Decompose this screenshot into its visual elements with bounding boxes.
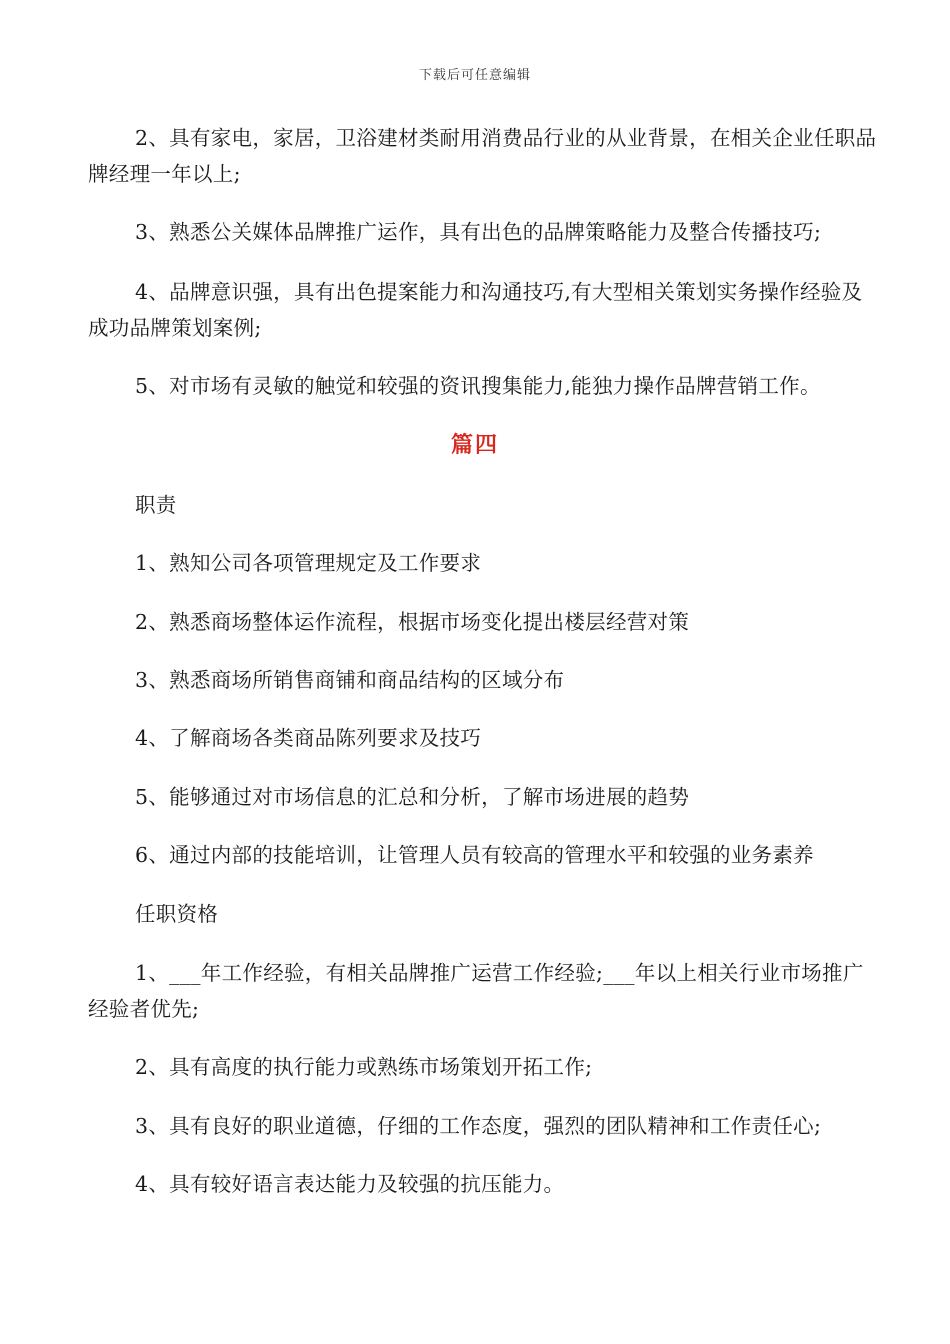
page-header: 下载后可任意编辑 — [418, 68, 531, 83]
qualifications-heading: 任职资格 — [135, 902, 219, 926]
qualification-item-1: 1、___年工作经验，有相关品牌推广运营工作经验;___年以上相关行业市场推广经验者优先; — [88, 961, 864, 1021]
duties-heading: 职责 — [135, 493, 177, 517]
section-title: 篇四 — [450, 432, 499, 458]
paragraph-top-item-2: 2、具有家电，家居，卫浴建材类耐用消费品行业的从业背景，在相关企业任职品牌经理一年以上; — [88, 126, 877, 186]
paragraph-top-item-3: 3、熟悉公关媒体品牌推广运作，具有出色的品牌策略能力及整合传播技巧; — [135, 220, 822, 244]
duty-item-5: 5、能够通过对市场信息的汇总和分析，了解市场进展的趋势 — [135, 785, 690, 809]
duty-item-6: 6、通过内部的技能培训，让管理人员有较高的管理水平和较强的业务素养 — [135, 843, 814, 867]
qualification-item-4: 4、具有较好语言表达能力及较强的抗压能力。 — [135, 1172, 565, 1196]
paragraph-top-item-4: 4、品牌意识强，具有出色提案能力和沟通技巧,有大型相关策划实务操作经验及成功品牌策划案例; — [88, 280, 863, 340]
duty-item-3: 3、熟悉商场所销售商铺和商品结构的区域分布 — [135, 668, 565, 692]
paragraph-top-item-5: 5、对市场有灵敏的触觉和较强的资讯搜集能力,能独力操作品牌营销工作。 — [135, 374, 821, 398]
duty-item-2: 2、熟悉商场整体运作流程，根据市场变化提出楼层经营对策 — [135, 610, 690, 634]
duty-item-1: 1、熟知公司各项管理规定及工作要求 — [135, 551, 482, 575]
qualification-item-2: 2、具有高度的执行能力或熟练市场策划开拓工作; — [135, 1055, 593, 1079]
qualification-item-3: 3、具有良好的职业道德，仔细的工作态度，强烈的团队精神和工作责任心; — [135, 1114, 822, 1138]
duty-item-4: 4、了解商场各类商品陈列要求及技巧 — [135, 726, 482, 750]
